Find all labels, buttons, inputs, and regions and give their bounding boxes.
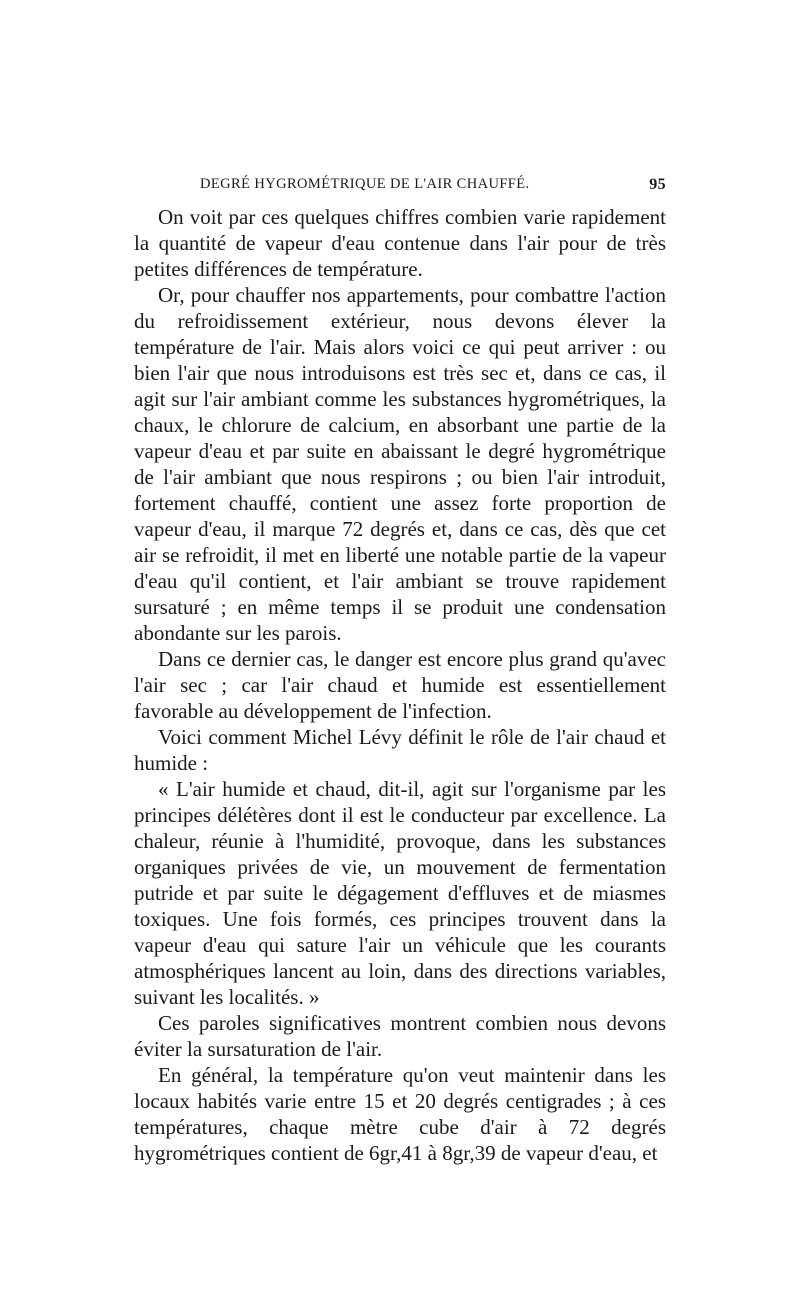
running-title: DEGRÉ HYGROMÉTRIQUE DE L'AIR CHAUFFÉ. — [200, 176, 530, 192]
paragraph-3: Dans ce dernier cas, le danger est encore plus grand qu'avec l'air sec ; car l'air chaud et humide est essentiellement favorable au développement de l'infection. — [134, 647, 666, 723]
paragraph-4: Voici comment Michel Lévy définit le rôle de l'air chaud et humide : — [134, 725, 666, 775]
book-page — [134, 176, 666, 1166]
quotation-paragraph: « L'air humide et chaud, dit-il, agit sur l'organisme par les principes délétères dont il est le conducteur par excellence. La chaleur, réunie à l'humidité, provoque, dans les substances organiques privées de vie, un mouvement de fermentation putride et par suite le dégagement d'effluves et de miasmes toxiques. Une fois formés, ces principes trouvent dans la vapeur d'eau qui sature l'air un véhicule que les courants atmosphériques lancent au loin, dans des directions variables, suivant les localités. » — [134, 777, 666, 1009]
paragraph-7: En général, la température qu'on veut maintenir dans les locaux habités varie entre 15 et 20 degrés centigrades ; à ces températures, chaque mètre cube d'air à 72 degrés hygrométriques contient de 6gr,41 à 8gr,39 de vapeur d'eau, et — [134, 1063, 666, 1165]
paragraph-2: Or, pour chauffer nos appartements, pour combattre l'action du refroidissement extérieur, nous devons élever la température de l'air. Mais alors voici ce qui peut arriver : ou bien l'air que nous introduisons est très sec et, dans ce cas, il agit sur l'air ambiant comme les substances hygrométriques, la chaux, le chlorure de calcium, en absorbant une partie de la vapeur d'eau et par suite en abaissant le degré hygrométrique de l'air ambiant que nous respirons ; ou bien l'air introduit, fortement chauffé, contient une assez forte proportion de vapeur d'eau, il marque 72 degrés et, dans ce cas, dès que cet air se refroidit, il met en liberté une notable partie de la vapeur d'eau qu'il contient, et l'air ambiant se trouve rapidement sursaturé ; en même temps il se produit une condensation abondante sur les parois. — [134, 283, 666, 645]
paragraph-1: On voit par ces quelques chiffres combien varie rapidement la quantité de vapeur d'eau contenue dans l'air pour de très petites différences de température. — [134, 205, 666, 281]
body-text — [134, 204, 666, 1166]
paragraph-6: Ces paroles significatives montrent combien nous devons éviter la sursaturation de l'air. — [134, 1011, 666, 1061]
running-head — [134, 176, 666, 198]
page-number: 95 — [649, 176, 666, 193]
